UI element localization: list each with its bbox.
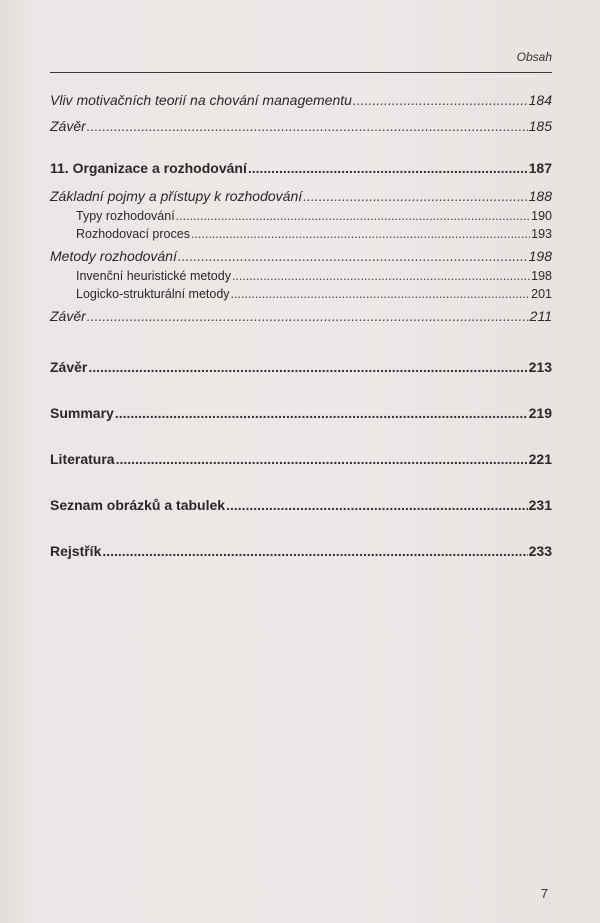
running-head: Obsah xyxy=(516,50,552,64)
toc-entry-title: 11. Organizace a rozhodování xyxy=(50,160,247,176)
dot-leader xyxy=(88,356,527,378)
toc-entry-zaver-10 xyxy=(50,115,552,137)
toc-entry-page: 193 xyxy=(531,227,552,241)
toc-entry-title: Logicko-strukturální metody xyxy=(76,287,230,301)
dot-leader xyxy=(353,89,528,111)
dot-leader xyxy=(231,285,531,303)
toc-entry-zaver xyxy=(50,356,552,378)
dot-leader xyxy=(232,267,530,285)
toc-entry-seznam xyxy=(50,494,552,516)
toc-entry-page: 187 xyxy=(528,160,552,176)
table-of-contents xyxy=(50,89,552,562)
toc-entry-page: 190 xyxy=(531,209,552,223)
toc-entry-title: Vliv motivačních teorií na chování managementu xyxy=(50,92,352,108)
toc-entry-page: 233 xyxy=(528,543,552,559)
dot-leader xyxy=(191,225,530,243)
toc-entry-title: Metody rozhodování xyxy=(50,248,177,264)
toc-entry-invencni xyxy=(50,267,552,285)
toc-entry-title: Invenční heuristické metody xyxy=(76,269,231,283)
toc-entry-page: 184 xyxy=(528,92,552,108)
dot-leader xyxy=(87,115,528,137)
toc-entry-page: 198 xyxy=(528,248,552,264)
toc-entry-title: Typy rozhodování xyxy=(76,209,175,223)
toc-entry-title: Závěr xyxy=(50,308,86,324)
dot-leader xyxy=(176,207,530,225)
toc-entry-title: Summary xyxy=(50,405,114,421)
dot-leader xyxy=(226,494,528,516)
toc-entry-zaver-11 xyxy=(50,305,552,327)
dot-leader xyxy=(303,185,528,207)
toc-entry-chapter-11 xyxy=(50,157,552,179)
toc-entry-literatura xyxy=(50,448,552,470)
header-rule xyxy=(50,72,552,73)
toc-entry-rejstrik xyxy=(50,540,552,562)
toc-entry-proces xyxy=(50,225,552,243)
toc-entry-metody xyxy=(50,245,552,267)
toc-entry-vliv xyxy=(50,89,552,111)
toc-entry-page: 211 xyxy=(529,308,552,324)
toc-entry-title: Základní pojmy a přístupy k rozhodování xyxy=(50,188,303,204)
toc-entry-page: 185 xyxy=(528,118,552,134)
dot-leader xyxy=(116,448,528,470)
toc-entry-title: Rozhodovací proces xyxy=(76,227,190,241)
toc-entry-page: 201 xyxy=(531,287,552,301)
toc-entry-page: 231 xyxy=(528,497,552,513)
dot-leader xyxy=(248,157,528,179)
toc-entry-page: 219 xyxy=(528,405,552,421)
toc-entry-title: Seznam obrázků a tabulek xyxy=(50,497,226,513)
toc-entry-title: Závěr xyxy=(50,359,88,375)
toc-entry-page: 198 xyxy=(531,269,552,283)
toc-entry-title: Závěr xyxy=(50,118,86,134)
toc-entry-title: Rejstřík xyxy=(50,543,102,559)
toc-entry-summary xyxy=(50,402,552,424)
dot-leader xyxy=(178,245,528,267)
toc-entry-page: 221 xyxy=(528,451,552,467)
dot-leader xyxy=(102,540,527,562)
dot-leader xyxy=(115,402,528,424)
dot-leader xyxy=(87,305,529,327)
page-number: 7 xyxy=(540,886,548,901)
toc-entry-page: 213 xyxy=(528,359,552,375)
toc-entry-page: 188 xyxy=(528,188,552,204)
toc-entry-logicko xyxy=(50,285,552,303)
toc-entry-typy xyxy=(50,207,552,225)
toc-entry-zakladni xyxy=(50,185,552,207)
toc-entry-title: Literatura xyxy=(50,451,115,467)
